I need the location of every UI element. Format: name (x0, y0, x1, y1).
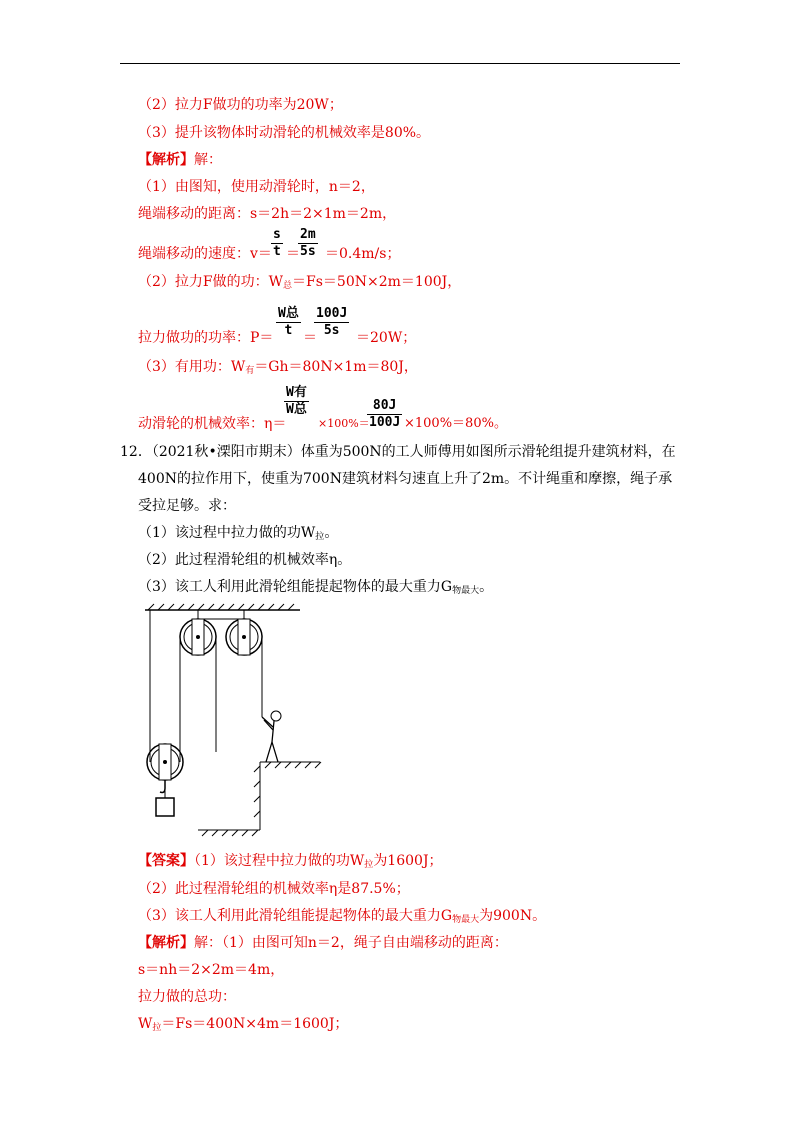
work-formula: ＝Fs＝50N×2m＝100J， (292, 274, 462, 290)
fraction-2m-over-5s (298, 227, 318, 260)
fraction-numerator: 80J (367, 398, 402, 415)
work-value: ＝Fs＝400N×4m＝1600J； (161, 1016, 349, 1032)
analysis-12-work-formula (138, 1015, 348, 1037)
answer-tag: 【答案】 (138, 853, 194, 869)
useful-work-label: （3）有用功：W (138, 359, 246, 375)
part-3-subscript: 物最大 (452, 586, 480, 596)
analysis-12-distance: s＝nh＝2×2m＝4m， (138, 962, 285, 978)
analysis-distance: 绳端移动的距离：s＝2h＝2×1m＝2m， (138, 206, 397, 222)
fraction-denominator: 5s (300, 244, 316, 259)
fraction-w-over-t (276, 306, 301, 339)
fraction-denominator: 5s (323, 323, 340, 338)
answer-3-text: （3）该工人利用此滑轮组能提起物体的最大重力G (138, 908, 453, 924)
question-12-line-2: 400N的拉作用下，使重为700N建筑材料匀速直上升了2m。不计绳重和摩擦，绳子承 (138, 471, 673, 487)
answer-3-end: 为900N。 (479, 908, 547, 924)
fraction-wyou-over-wzong (284, 385, 309, 418)
answer-part-1 (138, 852, 443, 874)
header-rule (120, 63, 680, 64)
work-label: （2）拉力F做的功：W (138, 274, 284, 290)
analysis-tag: 【解析】 (138, 152, 194, 168)
part-3-end: 。 (479, 579, 494, 595)
useful-work-subscript: 有 (245, 366, 255, 376)
pulley-system-figure (140, 602, 330, 842)
question-12-line-1: 12．（2021秋•溧阳市期末）体重为500N的工人师傅用如图所示滑轮组提升建筑材料，在 (120, 444, 676, 460)
question-12-part-3 (138, 578, 493, 600)
analysis-efficiency-label: 动滑轮的机械效率：η＝ (138, 416, 287, 432)
fraction-100j-over-5s (314, 306, 349, 339)
answer-1-subscript: 拉 (364, 860, 374, 870)
work-subscript: 总 (283, 281, 293, 291)
fraction-numerator: W有 (286, 385, 307, 400)
analysis-12-text: 解：（1）由图可知n＝2，绳子自由端移动的距离： (194, 935, 508, 951)
fraction-numerator: 2m (300, 227, 316, 242)
useful-work-formula: ＝Gh＝80N×1m＝80J， (254, 359, 418, 375)
part-1-text: （1）该过程中拉力做的功W (138, 525, 316, 541)
efficiency-times-100: ×100%＝ (318, 417, 370, 430)
analysis-12-tag: 【解析】 (138, 935, 194, 951)
fraction-numerator: 100J (316, 306, 348, 321)
answer-line-power: （2）拉力F做功的功率为20W； (138, 97, 343, 113)
analysis-intro: 解： (194, 152, 222, 168)
part-3-text: （3）该工人利用此滑轮组能提起物体的最大重力G (138, 579, 453, 595)
analysis-useful-work (138, 358, 418, 380)
fraction-s-over-t (271, 227, 283, 260)
fraction-numerator: W总 (278, 306, 299, 321)
answer-line-efficiency: （3）提升该物体时动滑轮的机械效率是80%。 (138, 125, 431, 141)
fraction-denominator: 100J (369, 415, 401, 430)
equals-sign: ＝ (286, 246, 300, 262)
analysis-heading (138, 151, 222, 169)
velocity-result: ＝0.4m/s； (325, 246, 401, 262)
analysis-12-step-1 (138, 934, 508, 952)
analysis-velocity-label: 绳端移动的速度：v＝ (138, 246, 272, 262)
question-12-line-3: 受拉足够。求： (138, 498, 236, 514)
work-symbol: W (138, 1016, 153, 1032)
answer-1-text: （1）该过程中拉力做的功W (194, 853, 365, 869)
answer-part-2: （2）此过程滑轮组的机械效率η是87.5%； (138, 881, 410, 897)
answer-1-end: 为1600J； (373, 853, 443, 869)
answer-3-subscript: 物最大 (452, 915, 480, 925)
question-12-part-2: （2）此过程滑轮组的机械效率η。 (138, 552, 352, 568)
power-result: ＝20W； (356, 330, 417, 346)
efficiency-result: ×100%＝80%。 (404, 416, 507, 431)
answer-part-3 (138, 907, 546, 929)
fraction-80j-over-100j (367, 398, 402, 431)
fraction-denominator: t (284, 323, 293, 338)
equals-sign: ＝ (303, 330, 317, 346)
analysis-power-label: 拉力做功的功率：P＝ (138, 330, 274, 346)
analysis-work-total (138, 273, 461, 295)
analysis-step-1: （1）由图知，使用动滑轮时，n＝2， (138, 179, 375, 195)
analysis-12-work-label: 拉力做的总功： (138, 989, 236, 1005)
part-1-end: 。 (324, 525, 339, 541)
fraction-numerator: s (273, 227, 281, 242)
fraction-denominator: W总 (286, 402, 307, 417)
work-subscript: 拉 (152, 1023, 162, 1033)
fraction-denominator: t (273, 244, 281, 259)
part-1-subscript: 拉 (315, 532, 325, 542)
question-12-part-1 (138, 524, 338, 546)
